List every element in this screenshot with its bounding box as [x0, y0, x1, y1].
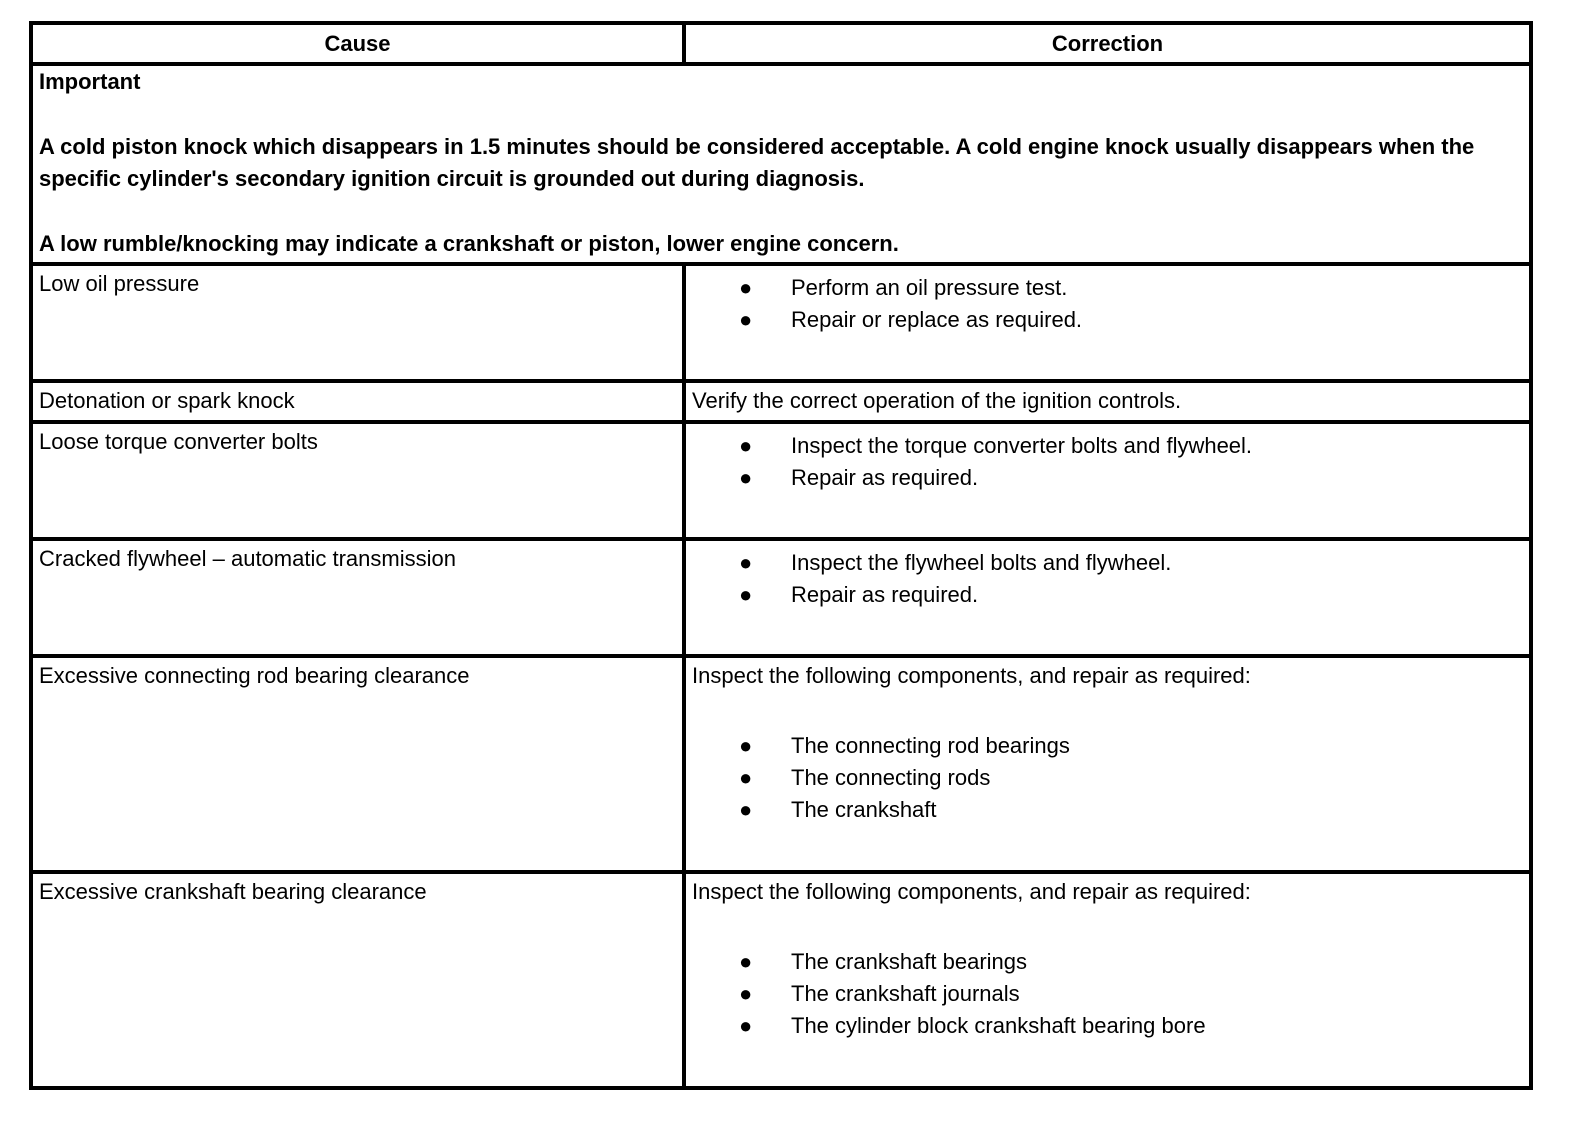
- list-item: [686, 462, 1529, 494]
- table-row: [31, 381, 1531, 422]
- list-item-text: Repair or replace as required.: [791, 307, 1083, 332]
- list-item-text: The crankshaft: [791, 797, 937, 822]
- correction-cell: [684, 539, 1531, 656]
- list-item: [686, 794, 1529, 826]
- table-row: [31, 656, 1531, 872]
- correction-cell: Verify the correct operation of the ignition controls.: [684, 381, 1531, 422]
- bullet-icon: ●: [739, 275, 753, 300]
- list-item: [686, 730, 1529, 762]
- correction-list: [686, 541, 1529, 611]
- correction-intro: Inspect the following components, and repair as required:: [692, 879, 1251, 904]
- correction-intro: Inspect the following components, and repair as required:: [692, 663, 1251, 688]
- correction-list: [686, 424, 1529, 494]
- table-row: [31, 872, 1531, 1088]
- list-item-text: The cylinder block crankshaft bearing bore: [791, 1013, 1206, 1038]
- bullet-icon: ●: [739, 550, 753, 575]
- bullet-icon: ●: [739, 981, 753, 1006]
- list-item: [686, 762, 1529, 794]
- list-item-text: The connecting rods: [791, 765, 991, 790]
- note-title: Important: [39, 69, 141, 94]
- diagnosis-table: [29, 21, 1533, 1090]
- cause-cell: Excessive connecting rod bearing clearance: [31, 656, 684, 872]
- list-item: [686, 547, 1529, 579]
- bullet-icon: ●: [739, 582, 753, 607]
- list-item-text: The crankshaft bearings: [791, 949, 1028, 974]
- list-item: [686, 579, 1529, 611]
- bullet-icon: ●: [739, 797, 753, 822]
- list-item: [686, 272, 1529, 304]
- correction-list: [686, 730, 1529, 826]
- list-item: [686, 1010, 1529, 1042]
- cause-cell: Low oil pressure: [31, 264, 684, 381]
- list-item: [686, 430, 1529, 462]
- important-note: [31, 64, 1531, 264]
- table-row: [31, 422, 1531, 539]
- correction-cell: [684, 264, 1531, 381]
- bullet-icon: ●: [739, 949, 753, 974]
- note-paragraph-2: A low rumble/knocking may indicate a crankshaft or piston, lower engine concern.: [39, 231, 899, 256]
- list-item-text: Inspect the torque converter bolts and flywheel.: [791, 433, 1253, 458]
- correction-cell: [684, 872, 1531, 1088]
- correction-list: [686, 946, 1529, 1042]
- cause-header: Cause: [31, 23, 684, 64]
- header-row: [31, 23, 1531, 64]
- bullet-icon: ●: [739, 765, 753, 790]
- cause-cell: Cracked flywheel – automatic transmission: [31, 539, 684, 656]
- list-item-text: Perform an oil pressure test.: [791, 275, 1068, 300]
- list-item: [686, 304, 1529, 336]
- bullet-icon: ●: [739, 307, 753, 332]
- bullet-icon: ●: [739, 433, 753, 458]
- list-item-text: Repair as required.: [791, 465, 979, 490]
- cause-cell: Detonation or spark knock: [31, 381, 684, 422]
- correction-list: [686, 266, 1529, 336]
- list-item: [686, 946, 1529, 978]
- list-item-text: Inspect the flywheel bolts and flywheel.: [791, 550, 1172, 575]
- correction-cell: [684, 422, 1531, 539]
- cause-cell: Loose torque converter bolts: [31, 422, 684, 539]
- list-item-text: Repair as required.: [791, 582, 979, 607]
- list-item: [686, 978, 1529, 1010]
- correction-header: Correction: [684, 23, 1531, 64]
- correction-cell: [684, 656, 1531, 872]
- note-paragraph-1: A cold piston knock which disappears in 1.5 minutes should be considered acceptable. A cold engine knock usually disappears when the specific cylinder's secondary ignition circuit is grounded out during diagnosis.: [39, 134, 1475, 191]
- important-note-row: [31, 64, 1531, 264]
- table-row: [31, 539, 1531, 656]
- bullet-icon: ●: [739, 733, 753, 758]
- list-item-text: The crankshaft journals: [791, 981, 1020, 1006]
- list-item-text: The connecting rod bearings: [791, 733, 1070, 758]
- table-row: [31, 264, 1531, 381]
- cause-cell: Excessive crankshaft bearing clearance: [31, 872, 684, 1088]
- bullet-icon: ●: [739, 465, 753, 490]
- bullet-icon: ●: [739, 1013, 753, 1038]
